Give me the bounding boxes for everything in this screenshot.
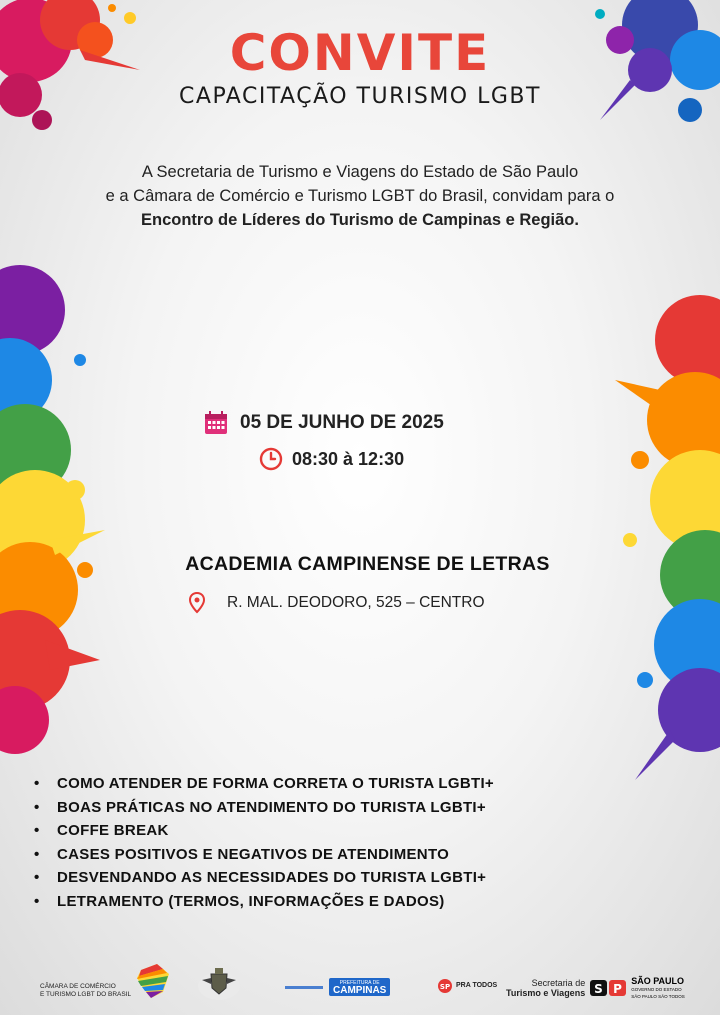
splash-right-rainbow	[600, 260, 720, 820]
event-time	[259, 447, 404, 471]
intro-line-2: e a Câmara de Comércio e Turismo LGBT do Brasil, convidam para o	[105, 187, 615, 205]
invitation-subtitle: CAPACITAÇÃO TURISMO LGBT	[179, 84, 541, 109]
calendar-icon	[204, 411, 228, 435]
svg-text:S: S	[594, 982, 604, 996]
sponsor-logos	[0, 950, 720, 1015]
camara-line-2: E TURISMO LGBT DO BRASIL	[40, 991, 132, 998]
pra-todos-label: PRA TODOS	[456, 982, 498, 989]
secretaria-line-2: Turismo e Viagens	[506, 988, 586, 998]
venue-address-text: R. MAL. DEODORO, 525 – CENTRO	[227, 594, 485, 611]
prefeitura-campinas-logo	[285, 978, 390, 996]
intro-line-1: A Secretaria de Turismo e Viagens do Estado de São Paulo	[141, 163, 579, 181]
camara-logo	[40, 982, 173, 1000]
intro-paragraph	[60, 160, 660, 232]
sao-paulo-label: SÃO PAULO	[631, 976, 685, 986]
event-date-text: 05 DE JUNHO DE 2025	[240, 412, 444, 433]
svg-text:SP: SP	[439, 983, 451, 991]
brazil-rainbow-map-icon	[133, 960, 173, 1000]
list-item: • CASES POSITIVOS E NEGATIVOS DE ATENDIMENTO	[34, 843, 494, 867]
camara-line-1: CÂMARA DE COMÉRCIO	[40, 983, 116, 990]
clock-icon	[259, 447, 283, 471]
topics-list	[34, 772, 494, 913]
coat-of-arms-icon	[196, 964, 242, 1004]
list-item: • LETRAMENTO (TERMOS, INFORMAÇÕES E DADOS)	[34, 890, 494, 914]
sp-circle-icon	[437, 978, 453, 994]
secretaria-logo	[506, 976, 685, 1000]
event-name: Encontro de Líderes do Turismo de Campinas e Região.	[141, 211, 579, 229]
splash-left-rainbow	[0, 240, 120, 800]
invitation-title: CONVITE	[229, 24, 491, 82]
event-date	[204, 411, 444, 435]
sp-government-icon	[590, 978, 628, 998]
list-item: • BOAS PRÁTICAS NO ATENDIMENTO DO TURISTA LGBTI+	[34, 796, 494, 820]
list-item: • DESVENDANDO AS NECESSIDADES DO TURISTA LGBTI+	[34, 866, 494, 890]
venue-address	[188, 592, 485, 614]
governo-line-1: GOVERNO DO ESTADO	[631, 987, 682, 992]
list-item: • COFFE BREAK	[34, 819, 494, 843]
location-pin-icon	[188, 592, 206, 614]
venue-name: ACADEMIA CAMPINENSE DE LETRAS	[185, 553, 550, 575]
svg-text:P: P	[613, 982, 623, 996]
secretaria-line-1: Secretaria de	[531, 978, 586, 988]
campinas-label: CAMPINAS	[333, 985, 387, 996]
governo-line-2: SÃO PAULO SÃO TODOS	[631, 994, 685, 999]
prefeitura-label: PREFEITURA DE	[339, 980, 380, 986]
event-time-text: 08:30 à 12:30	[292, 448, 405, 469]
list-item: • COMO ATENDER DE FORMA CORRETA O TURISTA LGBTI+	[34, 772, 494, 796]
sp-pra-todos-logo	[437, 978, 497, 994]
